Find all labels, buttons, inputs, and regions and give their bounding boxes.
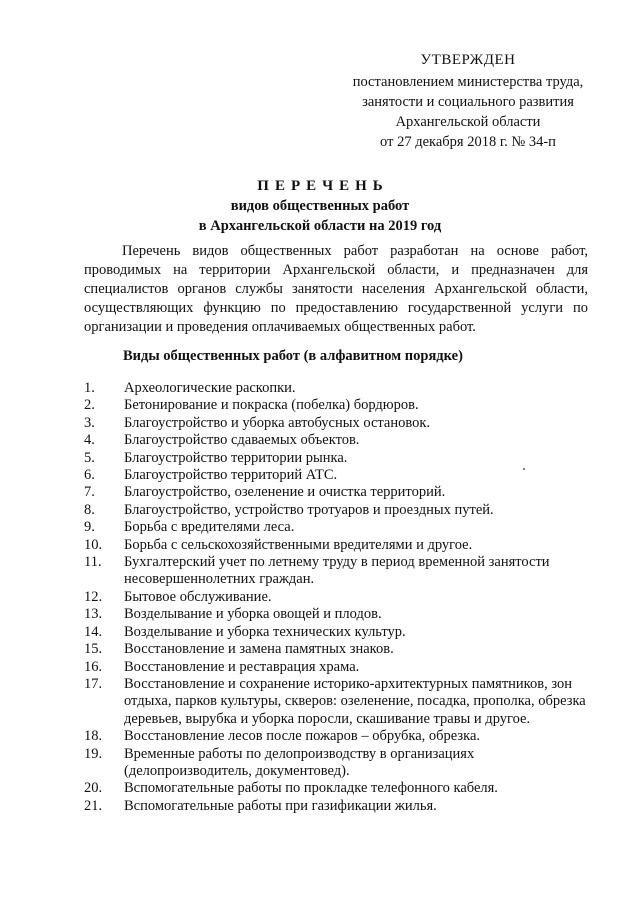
list-item-number: 14. xyxy=(84,623,103,640)
list-item-number: 1. xyxy=(84,380,95,396)
list-item-text: Борьба с сельскохозяйственными вредителями и другое. xyxy=(124,536,473,553)
list-item-text: Восстановление и реставрация храма. xyxy=(124,658,360,675)
list-item-number: 15. xyxy=(84,641,103,658)
list-item xyxy=(84,537,594,554)
list-item xyxy=(84,798,594,815)
works-list xyxy=(84,380,594,815)
list-item-text: Бытовое обслуживание. xyxy=(124,588,272,605)
list-item-number: 11. xyxy=(84,554,102,571)
list-item xyxy=(84,432,594,449)
list-item xyxy=(84,554,594,589)
list-item-number: 13. xyxy=(84,606,103,623)
list-item-number: 21. xyxy=(84,797,103,814)
list-item-number: 20. xyxy=(84,780,103,797)
approval-line: Архангельской области xyxy=(395,114,541,130)
list-item xyxy=(84,606,594,623)
list-item xyxy=(84,484,594,501)
list-item xyxy=(84,746,594,781)
list-item-text: Временные работы по делопроизводству в организациях (делопроизводитель, документовед). xyxy=(124,745,475,779)
approval-stamp xyxy=(318,50,618,152)
list-item xyxy=(84,624,594,641)
list-item-text: Благоустройство, озеленение и очистка территорий. xyxy=(124,484,446,501)
list-item xyxy=(84,467,594,484)
approval-line: от 27 декабря 2018 г. № 34-п xyxy=(380,134,556,150)
list-item-text: Вспомогательные работы по прокладке телефонного кабеля. xyxy=(124,780,498,797)
list-item xyxy=(84,659,594,676)
list-item-text: Восстановление лесов после пожаров – обрубка, обрезка. xyxy=(124,728,481,745)
list-item-number: 3. xyxy=(84,414,95,431)
list-item-number: 2. xyxy=(84,397,95,414)
list-item-text: Вспомогательные работы при газификации жилья. xyxy=(124,797,437,814)
title-line-3: в Архангельской области на 2019 год xyxy=(198,218,442,234)
list-item-number: 6. xyxy=(84,467,95,484)
approval-heading: УТВЕРЖДЕН xyxy=(420,52,516,68)
list-item xyxy=(84,519,594,536)
list-item xyxy=(84,589,594,606)
list-item xyxy=(84,380,594,397)
list-item-text: Восстановление и замена памятных знаков. xyxy=(124,641,394,658)
list-item-number: 10. xyxy=(84,536,103,553)
list-item xyxy=(84,397,594,414)
list-item-number: 16. xyxy=(84,658,103,675)
list-item-text: Благоустройство территорий АТС. xyxy=(124,467,338,484)
list-item-text: Бухгалтерский учет по летнему труду в период временной занятости несовершеннолетних граждан. xyxy=(124,554,550,588)
list-item-number: 7. xyxy=(84,484,95,501)
list-item-text: Возделывание и уборка овощей и плодов. xyxy=(124,606,382,623)
title-line-1: ПЕРЕЧЕНЬ xyxy=(257,178,389,194)
list-item-text: Борьба с вредителями леса. xyxy=(124,519,295,536)
list-item-number: 17. xyxy=(84,675,103,692)
list-item xyxy=(84,676,594,728)
list-item xyxy=(84,450,594,467)
list-item-text: Благоустройство и уборка автобусных остановок. xyxy=(124,414,431,431)
list-item-text: Бетонирование и покраска (побелка) бордюров. xyxy=(124,397,419,414)
list-item-text: Благоустройство сдаваемых объектов. xyxy=(124,432,360,449)
list-item xyxy=(84,728,594,745)
list-item xyxy=(84,502,594,519)
list-item-number: 8. xyxy=(84,501,95,518)
list-item-number: 12. xyxy=(84,588,103,605)
document-title xyxy=(0,176,640,236)
list-item-text: Восстановление и сохранение историко-архитектурных памятников, зон отдыха, парков культуры, скверов: озеленение, посадка, прополка, обрезка деревьев, вырубка и уборка поросли, скашивание травы и другое. xyxy=(124,675,586,727)
list-item-text: Возделывание и уборка технических культур. xyxy=(124,623,406,640)
list-item xyxy=(84,780,594,797)
section-heading: Виды общественных работ (в алфавитном порядке) xyxy=(123,348,463,364)
list-item-number: 4. xyxy=(84,432,95,449)
list-item-text: Благоустройство территории рынка. xyxy=(124,449,348,466)
list-item xyxy=(84,415,594,432)
list-item-number: 5. xyxy=(84,449,95,466)
approval-line: постановлением министерства труда, xyxy=(352,74,584,90)
approval-line: занятости и социального развития xyxy=(362,94,574,110)
list-item xyxy=(84,641,594,658)
title-line-2: видов общественных работ xyxy=(230,198,410,214)
list-item-text: Археологические раскопки. xyxy=(124,380,296,396)
scan-speck xyxy=(523,468,525,470)
list-item-number: 18. xyxy=(84,728,103,745)
list-item-number: 19. xyxy=(84,745,103,762)
list-item-text: Благоустройство, устройство тротуаров и проездных путей. xyxy=(124,501,494,518)
intro-paragraph: Перечень видов общественных работ разработан на основе работ, проводимых на территории Архангельской области, и предназначен для специалистов органов службы занятости населения Архангельской области, осуществляющих функцию по предоставлению государственной услуги по организации и проведения оплачиваемых общественных работ. xyxy=(84,243,588,335)
list-item-number: 9. xyxy=(84,519,95,536)
